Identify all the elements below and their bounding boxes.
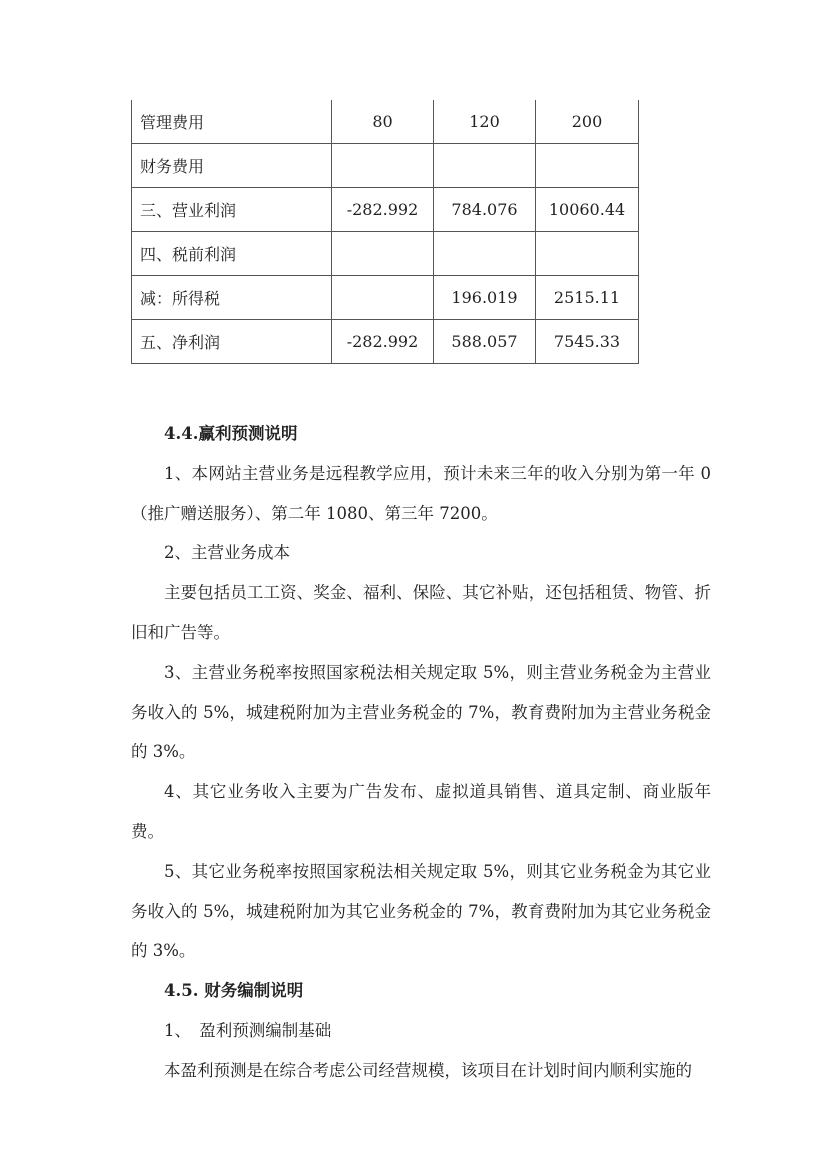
section-heading-4-5: 4.5. 财务编制说明 xyxy=(164,981,304,1001)
table-row xyxy=(132,320,639,364)
table-row xyxy=(132,188,639,232)
value-cell: 120 xyxy=(434,100,536,144)
value-cell: 10060.44 xyxy=(536,188,639,232)
row-label-cell: 财务费用 xyxy=(132,144,332,188)
value-cell xyxy=(536,232,639,276)
row-label-cell: 管理费用 xyxy=(132,100,332,144)
value-cell xyxy=(332,276,434,320)
value-cell: 588.057 xyxy=(434,320,536,364)
value-cell xyxy=(434,232,536,276)
paragraph: 本盈利预测是在综合考虑公司经营规模，该项目在计划时间内顺利实施的 xyxy=(164,1060,692,1080)
row-label-cell: 减：所得税 xyxy=(132,276,332,320)
row-label-cell: 三、营业利润 xyxy=(132,188,332,232)
value-cell: -282.992 xyxy=(332,320,434,364)
value-cell: 80 xyxy=(332,100,434,144)
paragraph: 4、其它业务收入主要为广告发布、虚拟道具销售、道具定制、商业版年费。 xyxy=(131,782,711,841)
value-cell xyxy=(536,144,639,188)
table-row xyxy=(132,144,639,188)
value-cell: 2515.11 xyxy=(536,276,639,320)
paragraph: 主要包括员工工资、奖金、福利、保险、其它补贴，还包括租赁、物管、折旧和广告等。 xyxy=(131,583,711,642)
row-label-cell: 四、税前利润 xyxy=(132,232,332,276)
value-cell xyxy=(332,232,434,276)
paragraph: 5、其它业务税率按照国家税法相关规定取 5%，则其它业务税金为其它业务收入的 5%，城建税附加为其它业务税金的 7%，教育费附加为其它业务税金的 3%。 xyxy=(131,861,711,961)
value-cell xyxy=(434,144,536,188)
document-body xyxy=(131,414,711,1091)
paragraph: 2、主营业务成本 xyxy=(164,543,290,563)
value-cell: -282.992 xyxy=(332,188,434,232)
row-label-cell: 五、净利润 xyxy=(132,320,332,364)
value-cell: 200 xyxy=(536,100,639,144)
value-cell: 784.076 xyxy=(434,188,536,232)
table-row xyxy=(132,276,639,320)
profit-table xyxy=(131,100,639,364)
paragraph: 3、主营业务税率按照国家税法相关规定取 5%，则主营业务税金为主营业务收入的 5%，城建税附加为主营业务税金的 7%，教育费附加为主营业务税金的 3%。 xyxy=(131,662,711,762)
value-cell: 7545.33 xyxy=(536,320,639,364)
value-cell: 196.019 xyxy=(434,276,536,320)
value-cell xyxy=(332,144,434,188)
paragraph: 1、 盈利预测编制基础 xyxy=(164,1020,332,1040)
table-row xyxy=(132,100,639,144)
paragraph: 1、本网站主营业务是远程教学应用，预计未来三年的收入分别为第一年 0（推广赠送服务）、第二年 1080、第三年 7200。 xyxy=(131,463,711,523)
section-heading-4-4: 4.4.赢利预测说明 xyxy=(164,424,298,443)
table-row xyxy=(132,232,639,276)
